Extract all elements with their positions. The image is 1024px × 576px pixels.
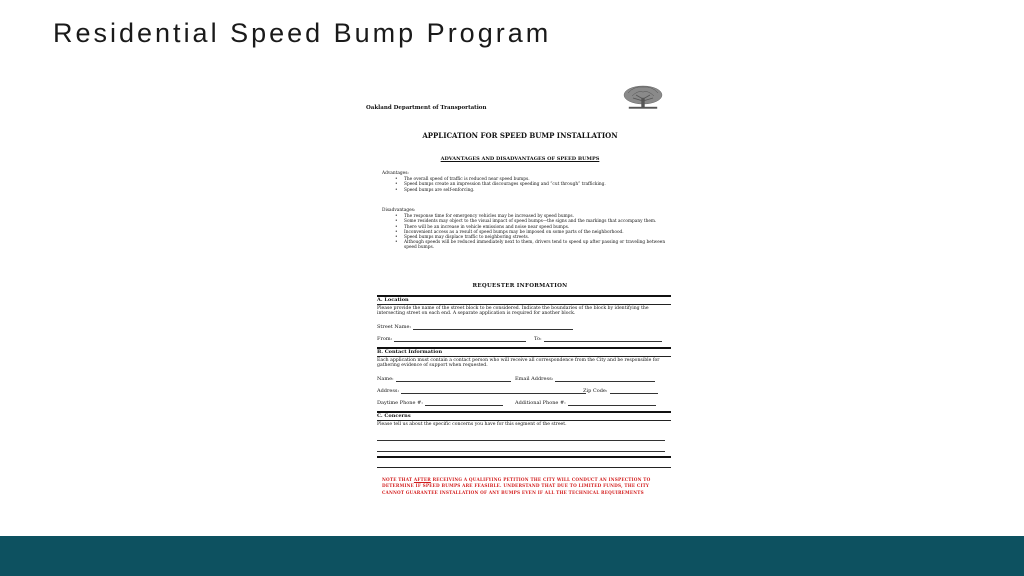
list-item: • Speed bumps may displace traffic to neighboring streets. [382,235,672,240]
name-field[interactable] [377,376,511,382]
from-label: From: [377,336,393,342]
department-name: Oakland Department of Transportation [366,105,487,111]
name-label: Name: [377,376,394,382]
application-document [366,84,674,504]
advantages-disadvantages-title: ADVANTAGES AND DISADVANTAGES OF SPEED BUMPS [440,156,600,162]
daytime-phone-field[interactable] [377,400,503,406]
note-prefix: NOTE THAT [382,477,414,482]
note-emphasis: AFTER [413,477,431,482]
divider [377,456,671,458]
divider [377,467,671,468]
disadvantages-label: Disadvantages: [382,208,416,213]
advantages-list [382,171,672,193]
footer-band [0,536,1024,576]
street-name-input[interactable] [413,324,573,330]
from-field[interactable] [377,336,526,342]
zip-code-input[interactable] [610,388,658,394]
list-item: • There will be an increase in vehicle emissions and noise near speed bumps. [382,225,672,230]
section-b-heading: B. Contact Information [377,349,443,355]
red-note [382,477,672,496]
divider [377,411,671,413]
note-text: RECEIVING A QUALIFYING PETITION THE CITY WILL CONDUCT AN INSPECTION TO DETERMINE IF SPEED BUMPS ARE FEASIBLE. UNDERSTAND THAT DUE TO LIMITED FUNDS, THE CITY CANNOT GUARANTEE INSTALLATION OF ANY BUMPS EVEN IF ALL THE TECHNICAL REQUIREMENTS [382,477,651,495]
additional-phone-label: Additional Phone #: [515,400,566,406]
list-item: • The response time for emergency vehicles may be increased by speed bumps. [382,214,672,219]
email-input[interactable] [555,376,655,382]
to-input[interactable] [544,336,662,342]
daytime-phone-input[interactable] [425,400,503,406]
section-c-heading: C. Concerns [377,413,411,419]
requester-information-title: REQUESTER INFORMATION [472,283,568,289]
zip-code-field[interactable] [583,388,658,394]
divider [377,304,671,305]
additional-phone-input[interactable] [568,400,656,406]
section-b-text: Each application must contain a contact person who will receive all correspondence from the City and be responsible for gathering evidence of support when requested. [377,358,660,369]
concerns-input-line[interactable] [377,440,665,441]
oak-tree-logo-icon [620,84,666,112]
list-item: • Inconvenient access as a result of speed bumps may be imposed on some parts of the neighborhood. [382,230,672,235]
section-c-text: Please tell us about the specific concerns you have for this segment of the street. [377,422,567,427]
divider [377,356,671,357]
section-a-text: Please provide the name of the street block to be considered. Indicate the boundaries of the block by identifying the intersecting street on each end. A separate application is required for another block. [377,306,649,317]
concerns-input-line[interactable] [377,451,665,452]
from-input[interactable] [394,336,526,342]
application-title: APPLICATION FOR SPEED BUMP INSTALLATION [422,131,618,140]
email-field[interactable] [515,376,655,382]
to-label: To: [534,336,542,342]
daytime-phone-label: Daytime Phone #: [377,400,423,406]
additional-phone-field[interactable] [515,400,656,406]
email-label: Email Address: [515,376,554,382]
zip-code-label: Zip Code: [583,388,608,394]
divider [377,420,671,421]
list-item: • Although speeds will be reduced immediately next to them, drivers tend to speed up after passing or traveling between speed bumps. [382,240,672,250]
address-input[interactable] [401,388,586,394]
street-name-label: Street Name: [377,324,412,330]
to-field[interactable] [534,336,662,342]
slide-title: Residential Speed Bump Program [53,18,552,48]
address-field[interactable] [377,388,586,394]
list-item: • The overall speed of traffic is reduced near speed bumps. [382,177,672,182]
section-a-heading: A. Location [377,297,409,303]
address-label: Address: [377,388,400,394]
street-name-field[interactable] [377,324,573,330]
divider [377,295,671,297]
list-item: • Speed bumps create an impression that discourages speeding and “cut through” trafficking. [382,182,672,187]
list-item: • Speed bumps are self-enforcing. [382,188,672,193]
list-item: • Some residents may object to the visual impact of speed bumps—the signs and the markings that accompany them. [382,219,672,224]
disadvantages-list [382,208,672,251]
advantages-label: Advantages: [382,171,409,176]
name-input[interactable] [396,376,511,382]
